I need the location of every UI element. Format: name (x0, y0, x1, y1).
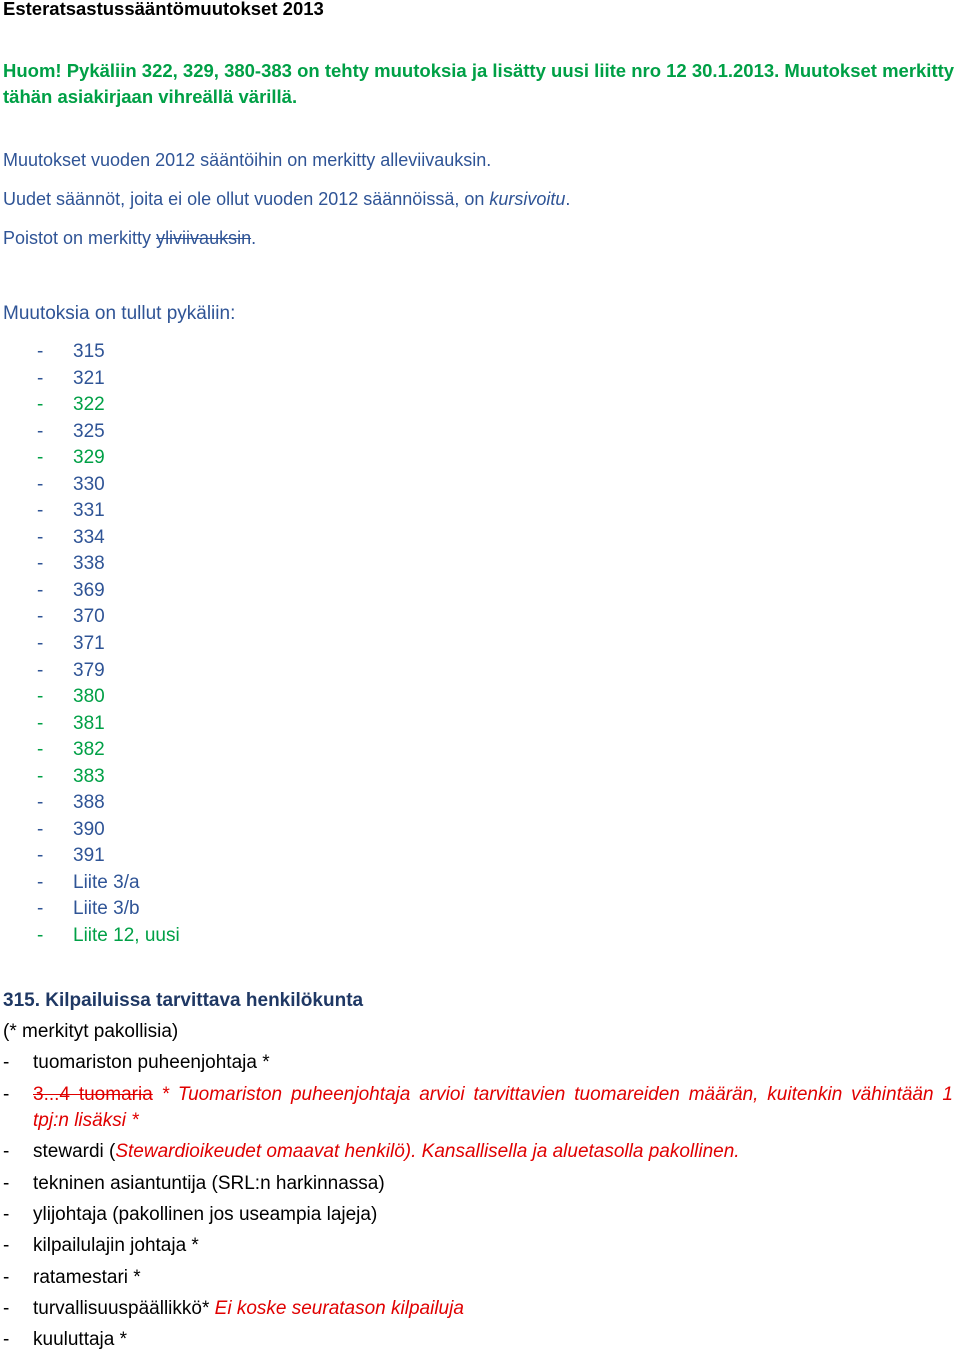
changed-section-label: 330 (73, 473, 105, 495)
list-dash: - (37, 792, 44, 814)
list-dash: - (37, 420, 44, 442)
list-dash: - (3, 1329, 10, 1350)
staff-item-label: ratamestari * (33, 1267, 141, 1288)
changed-section-label: 321 (73, 367, 105, 389)
list-dash: - (37, 526, 44, 548)
list-dash: - (3, 1204, 10, 1225)
changed-section-label: 329 (73, 447, 105, 469)
changed-section-label: 334 (73, 526, 105, 548)
changed-section-label: Liite 3/a (73, 871, 140, 893)
list-dash: - (37, 633, 44, 655)
changed-section-label: 383 (73, 765, 105, 787)
list-dash: - (3, 1141, 10, 1162)
changed-section-label: 370 (73, 606, 105, 628)
legend-new-rules-suffix: . (565, 189, 571, 209)
staff-item-course-builder (0, 1265, 960, 1291)
list-dash: - (37, 341, 44, 362)
changed-section-label: 322 (73, 394, 105, 416)
list-dash: - (37, 473, 44, 495)
legend-strike-word: yliviivauksin (156, 228, 252, 248)
changed-section-label: 382 (73, 739, 105, 761)
list-dash: - (37, 659, 44, 681)
list-dash: - (3, 1052, 10, 1073)
list-dash: - (37, 367, 44, 389)
removed-text: 3...4 tuomaria (33, 1084, 153, 1105)
list-dash: - (37, 845, 44, 867)
legend-removed-prefix: Poistot on merkitty (3, 228, 157, 248)
list-dash: - (37, 739, 44, 761)
changed-section-label: 381 (73, 712, 105, 734)
changes-intro: Muutoksia on tullut pykäliin: (3, 303, 236, 324)
list-dash: - (37, 871, 44, 893)
changed-section-label: 325 (73, 420, 105, 442)
list-dash: - (37, 686, 44, 708)
staff-item-jury-president (0, 1050, 960, 1076)
changed-section-label: 371 (73, 633, 105, 655)
legend-removed-suffix: . (251, 228, 257, 248)
section-315-note: (* merkityt pakollisia) (3, 1021, 179, 1042)
staff-item-label: tekninen asiantuntija (SRL:n harkinnassa) (33, 1173, 385, 1194)
list-dash: - (37, 553, 44, 575)
list-dash: - (37, 447, 44, 469)
staff-item-label: kilpailulajin johtaja * (33, 1235, 199, 1256)
changed-section-label: 391 (73, 845, 105, 867)
legend-new-rules-note (3, 186, 570, 212)
new-text: Stewardioikeudet omaavat henkilö). Kansallisella ja aluetasolla pakollinen. (115, 1141, 740, 1162)
staff-item-label: turvallisuuspäällikkö* (33, 1298, 215, 1319)
changed-section-label: 379 (73, 659, 105, 681)
staff-item-content (33, 1296, 953, 1322)
list-dash: - (37, 818, 44, 840)
document-title: Esteratsastussääntömuutokset 2013 (3, 0, 324, 19)
staff-item-content (33, 1139, 953, 1165)
changed-section-label: 331 (73, 500, 105, 522)
change-notice: Huom! Pykäliin 322, 329, 380-383 on tehty muutoksia ja lisätty uusi liite nro 12 30.1.2013. Muutokset merkitty tähän asiakirjaan vihreällä värillä. (3, 60, 955, 107)
changed-section-label: 380 (73, 686, 105, 708)
staff-item-judges (0, 1082, 960, 1136)
list-dash: - (3, 1267, 10, 1288)
list-dash: - (3, 1298, 10, 1319)
staff-item-discipline-director (0, 1233, 960, 1259)
changed-section-label: Liite 12, uusi (73, 925, 180, 947)
list-dash: - (37, 500, 44, 522)
staff-item-chief-director (0, 1202, 960, 1228)
list-dash: - (37, 394, 44, 416)
changed-section-label: 388 (73, 792, 105, 814)
list-dash: - (37, 712, 44, 734)
staff-item-label: kuuluttaja * (33, 1329, 128, 1350)
list-dash: - (3, 1173, 10, 1194)
changed-section-label: 338 (73, 553, 105, 575)
changed-section-label: 390 (73, 818, 105, 840)
staff-item-technical-expert (0, 1171, 960, 1197)
new-text: * Tuomariston puheenjohtaja arvioi tarvittavien tuomareiden määrän, kuitenkin vähintään 1 tpj:n lisäksi * (33, 1084, 953, 1131)
legend-italic-word: kursivoitu (489, 189, 566, 209)
list-dash: - (3, 1235, 10, 1256)
list-dash: - (37, 579, 44, 601)
changed-section-label: 315 (73, 341, 105, 362)
staff-item-safety-officer (0, 1296, 960, 1322)
staff-item-announcer (0, 1327, 960, 1353)
legend-new-rules-prefix: Uudet säännöt, joita ei ole ollut vuoden 2012 säännöissä, on (3, 189, 490, 209)
staff-item-content (33, 1082, 953, 1134)
section-315-heading: 315. Kilpailuissa tarvittava henkilökunta (3, 990, 364, 1011)
staff-item-label: tuomariston puheenjohtaja * (33, 1052, 270, 1073)
staff-item-label: stewardi ( (33, 1141, 116, 1162)
list-dash: - (37, 606, 44, 628)
list-dash: - (3, 1084, 10, 1105)
staff-item-label: ylijohtaja (pakollinen jos useampia lajeja) (33, 1204, 378, 1225)
changed-section-label: 369 (73, 579, 105, 601)
staff-item-steward (0, 1139, 960, 1165)
changed-section-label: Liite 3/b (73, 898, 140, 920)
new-text: Ei koske seuratason kilpailuja (214, 1298, 464, 1319)
list-dash: - (37, 925, 44, 947)
list-dash: - (37, 898, 44, 920)
legend-underline-note: Muutokset vuoden 2012 sääntöihin on merkitty alleviivauksin. (3, 150, 492, 170)
legend-removed-note (3, 225, 256, 251)
list-dash: - (37, 765, 44, 787)
